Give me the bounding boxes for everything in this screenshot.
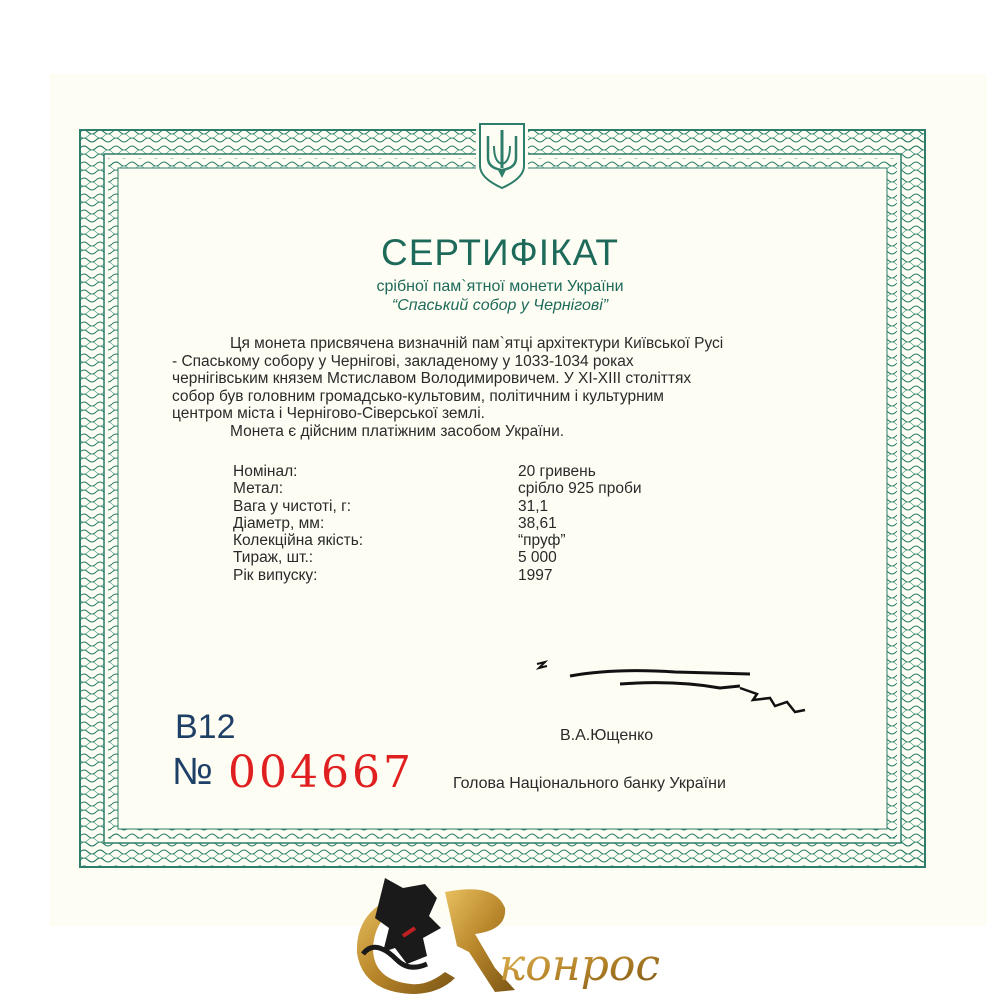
description-line: чернігівським князем Мстиславом Володимировичем. У XI-XIII століттях bbox=[172, 370, 692, 387]
serial-number: 004667 bbox=[228, 747, 414, 798]
signer-name: В.А.Ющенко bbox=[560, 727, 654, 744]
description-line: Ця монета присвячена визначній пам`ятці архітектури Київської Русі bbox=[230, 335, 724, 352]
spec-row bbox=[233, 480, 641, 497]
signature bbox=[525, 658, 825, 728]
description-line: собор був головним громадсько-культовим, політичним і культурним bbox=[172, 387, 664, 405]
spec-label: Метал: bbox=[233, 480, 284, 498]
watermark-text: конрос bbox=[499, 940, 661, 991]
ukraine-trident-icon bbox=[476, 118, 528, 190]
spec-label: Тираж, шт.: bbox=[233, 549, 314, 567]
spec-row bbox=[233, 463, 641, 480]
st-george-dragon-logo-icon bbox=[345, 868, 685, 1000]
spec-value: 1997 bbox=[518, 566, 553, 584]
description-line: центром міста і Чернігово-Сіверської землі. bbox=[172, 405, 485, 422]
spec-label: Рік випуску: bbox=[233, 566, 318, 584]
spec-label: Колекційна якість: bbox=[233, 532, 364, 550]
spec-value: “пруф” bbox=[518, 532, 566, 550]
spec-value: срібло 925 проби bbox=[518, 480, 642, 498]
spec-value: 5 000 bbox=[518, 549, 557, 567]
spec-label: Діаметр, мм: bbox=[233, 514, 325, 532]
number-sign: № bbox=[172, 751, 213, 793]
specs-table bbox=[233, 463, 641, 584]
certificate-subtitle: срібної пам`ятної монети України bbox=[376, 278, 624, 295]
signer-position: Голова Національного банку України bbox=[453, 775, 726, 792]
description-paragraph bbox=[172, 335, 830, 440]
spec-row bbox=[233, 567, 641, 584]
coin-name: “Спаський собор у Чернігові” bbox=[391, 297, 609, 314]
spec-row bbox=[233, 532, 641, 549]
certificate-title: СЕРТИФІКАТ bbox=[381, 232, 619, 273]
series-code: В12 bbox=[175, 708, 236, 746]
spec-value: 20 гривень bbox=[518, 463, 596, 480]
description-line: - Спаському собору у Чернігові, закладеному у 1033-1034 роках bbox=[172, 352, 634, 370]
spec-row bbox=[233, 515, 641, 532]
spec-value: 31,1 bbox=[518, 497, 549, 515]
spec-label: Вага у чистоті, г: bbox=[233, 497, 352, 515]
spec-value: 38,61 bbox=[518, 514, 557, 532]
legal-tender-line: Монета є дійсним платіжним засобом України. bbox=[230, 422, 565, 440]
spec-row bbox=[233, 549, 641, 566]
spec-label: Номінал: bbox=[233, 463, 298, 480]
spec-row bbox=[233, 498, 641, 515]
